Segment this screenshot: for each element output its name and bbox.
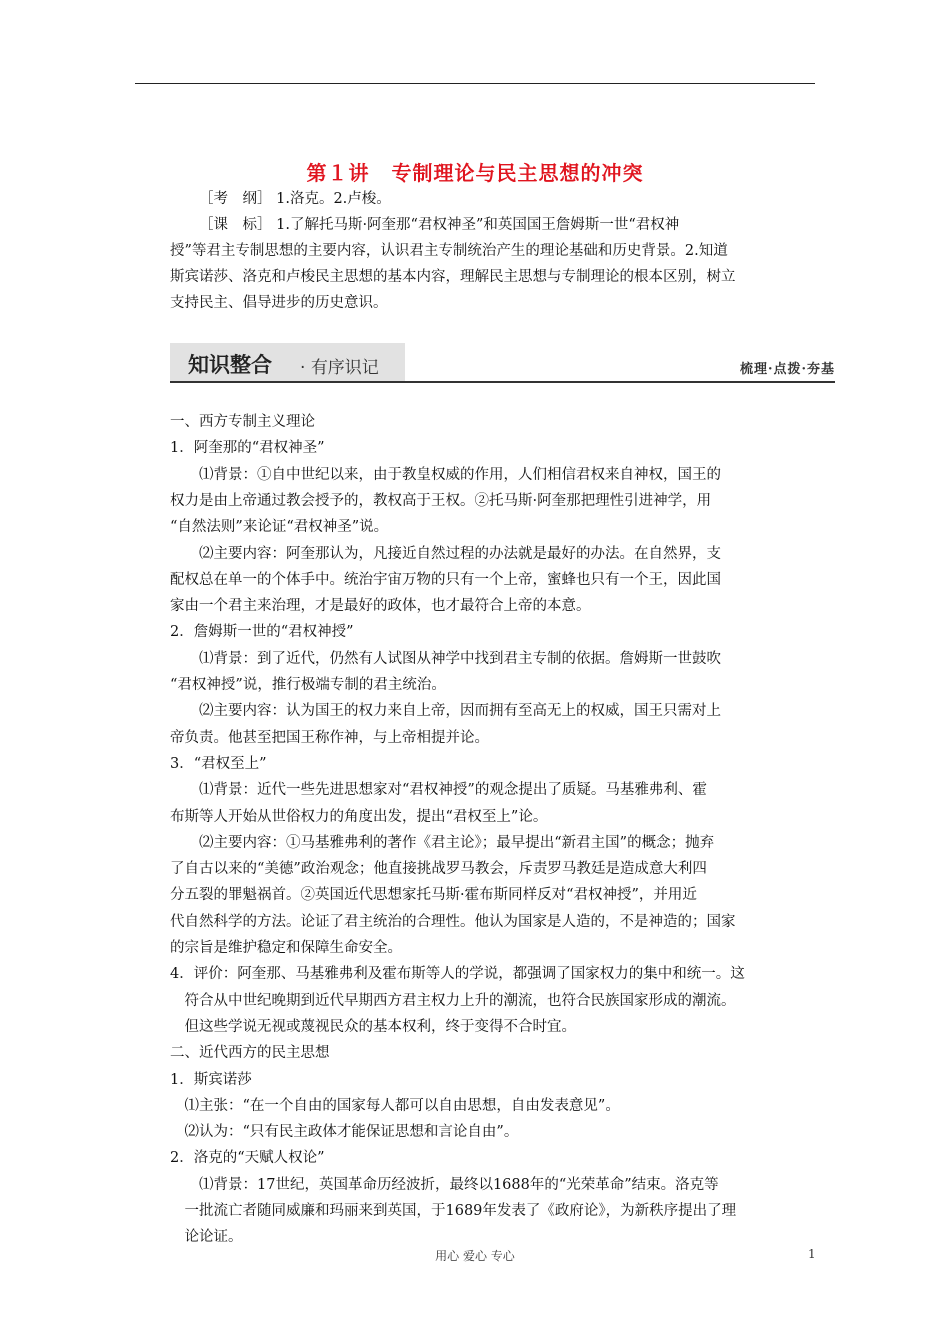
body-line: 但这些学说无视或蔑视民众的基本权利，终于变得不合时宜。 xyxy=(170,1018,576,1035)
banner-main: 知识整合 xyxy=(188,353,272,377)
body-line: ⑴背景：到了近代，仍然有人试图从神学中找到君主专制的依据。詹姆斯一世鼓吹 xyxy=(170,650,721,667)
body-line: 一、西方专制主义理论 xyxy=(170,414,315,430)
banner-sub-text: 有序识记 xyxy=(310,358,379,378)
banner-rule xyxy=(170,381,835,383)
body-line: ⑴背景：①自中世纪以来，由于教皇权威的作用，人们相信君权来自神权，国王的 xyxy=(170,466,721,483)
banner-sub xyxy=(300,353,379,378)
body-line: 分五裂的罪魁祸首。②英国近代思想家托马斯·霍布斯同样反对“君权神授”，并用近 xyxy=(170,887,697,904)
body-line: 3．“君权至上” xyxy=(170,755,267,772)
kaogang-text: 1.洛克。2.卢梭。 xyxy=(276,191,391,207)
lecture-number: 第１讲 xyxy=(306,161,370,185)
body-line: ⑴背景：近代一些先进思想家对“君权神授”的观念提出了质疑。马基雅弗利、霍 xyxy=(170,782,707,799)
body-line: 帝负责。他甚至把国王称作神，与上帝相提并论。 xyxy=(170,729,489,746)
body-line: ⑴背景：17世纪，英国革命历经波折，最终以1688年的“光荣革命”结束。洛克等 xyxy=(170,1176,719,1193)
kaogang-line xyxy=(199,186,391,212)
lecture-topic: 专制理论与民主思想的冲突 xyxy=(391,161,644,185)
lecture-title xyxy=(0,157,950,186)
body-line: 代自然科学的方法。论证了君主统治的合理性。他认为国家是人造的，不是神造的；国家 xyxy=(170,913,736,930)
footer-motto: 用心 爱心 专心 xyxy=(435,1249,515,1263)
body-line: 论论证。 xyxy=(170,1229,243,1246)
kebiao-line-1: 授”等君主专制思想的主要内容，认识君主专制统治产生的理论基础和历史背景。2.知道 xyxy=(170,243,728,259)
body-line: ⑵主要内容：阿奎那认为，凡接近自然过程的办法就是最好的办法。在自然界，支 xyxy=(170,545,721,562)
body-line: 符合从中世纪晚期到近代早期西方君主权力上升的潮流，也符合民族国家形成的潮流。 xyxy=(170,992,736,1009)
kebiao-line-3: 支持民主、倡导进步的历史意识。 xyxy=(170,295,388,311)
section-banner xyxy=(170,343,835,383)
body-line: 2．洛克的“天赋人权论” xyxy=(170,1150,325,1167)
header-rule xyxy=(135,83,815,84)
body-line: 2．詹姆斯一世的“君权神授” xyxy=(170,624,354,641)
body-line: 二、近代西方的民主思想 xyxy=(170,1045,330,1062)
page-number: 1 xyxy=(808,1247,816,1261)
body-line: “自然法则”来论证“君权神圣”说。 xyxy=(170,519,389,536)
body-line: 配权总在单一的个体手中。统治宇宙万物的只有一个上帝，蜜蜂也只有一个王，因此国 xyxy=(170,571,721,588)
kebiao-line-2: 斯宾诺莎、洛克和卢梭民主思想的基本内容，理解民主思想与专制理论的根本区别，树立 xyxy=(170,269,736,285)
banner-dot: · xyxy=(300,358,306,378)
kebiao-label: ［课 标］ xyxy=(199,217,272,233)
body-line: 家由一个君主来治理，才是最好的政体，也才最符合上帝的本意。 xyxy=(170,598,591,615)
body-line: 的宗旨是维护稳定和保障生命安全。 xyxy=(170,940,402,956)
body-line: 权力是由上帝通过教会授予的，教权高于王权。②托马斯·阿奎那把理性引进神学，用 xyxy=(170,492,712,509)
body-line: 了自古以来的“美德”政治观念；他直接挑战罗马教会，斥责罗马教廷是造成意大利四 xyxy=(170,861,707,878)
body-line: 1．斯宾诺莎 xyxy=(170,1071,252,1088)
body-line: 4．评价：阿奎那、马基雅弗利及霍布斯等人的学说，都强调了国家权力的集中和统一。这 xyxy=(170,966,745,983)
body-line: ⑵主要内容：认为国王的权力来自上帝，因而拥有至高无上的权威，国王只需对上 xyxy=(170,703,721,720)
body-line: 1．阿奎那的“君权神圣” xyxy=(170,440,325,457)
kebiao-text: 1.了解托马斯·阿奎那“君权神圣”和英国国王詹姆斯一世“君权神 xyxy=(276,217,680,233)
kaogang-label: ［考 纲］ xyxy=(199,191,272,207)
banner-right: 梳理·点拨·夯基 xyxy=(739,362,835,377)
kebiao-line-0 xyxy=(199,212,679,238)
body-line: ⑴主张：“在一个自由的国家每人都可以自由思想，自由发表意见”。 xyxy=(170,1097,620,1114)
body-line: 布斯等人开始从世俗权力的角度出发，提出“君权至上”论。 xyxy=(170,808,548,825)
body-line: 一批流亡者随同威廉和玛丽来到英国，于1689年发表了《政府论》，为新秩序提出了理 xyxy=(170,1203,737,1219)
body-line: ⑵认为：“只有民主政体才能保证思想和言论自由”。 xyxy=(170,1124,519,1141)
body-line: “君权神授”说，推行极端专制的君主统治。 xyxy=(170,677,446,693)
body-line: ⑵主要内容：①马基雅弗利的著作《君主论》；最早提出“新君主国”的概念；抛弃 xyxy=(170,834,715,851)
